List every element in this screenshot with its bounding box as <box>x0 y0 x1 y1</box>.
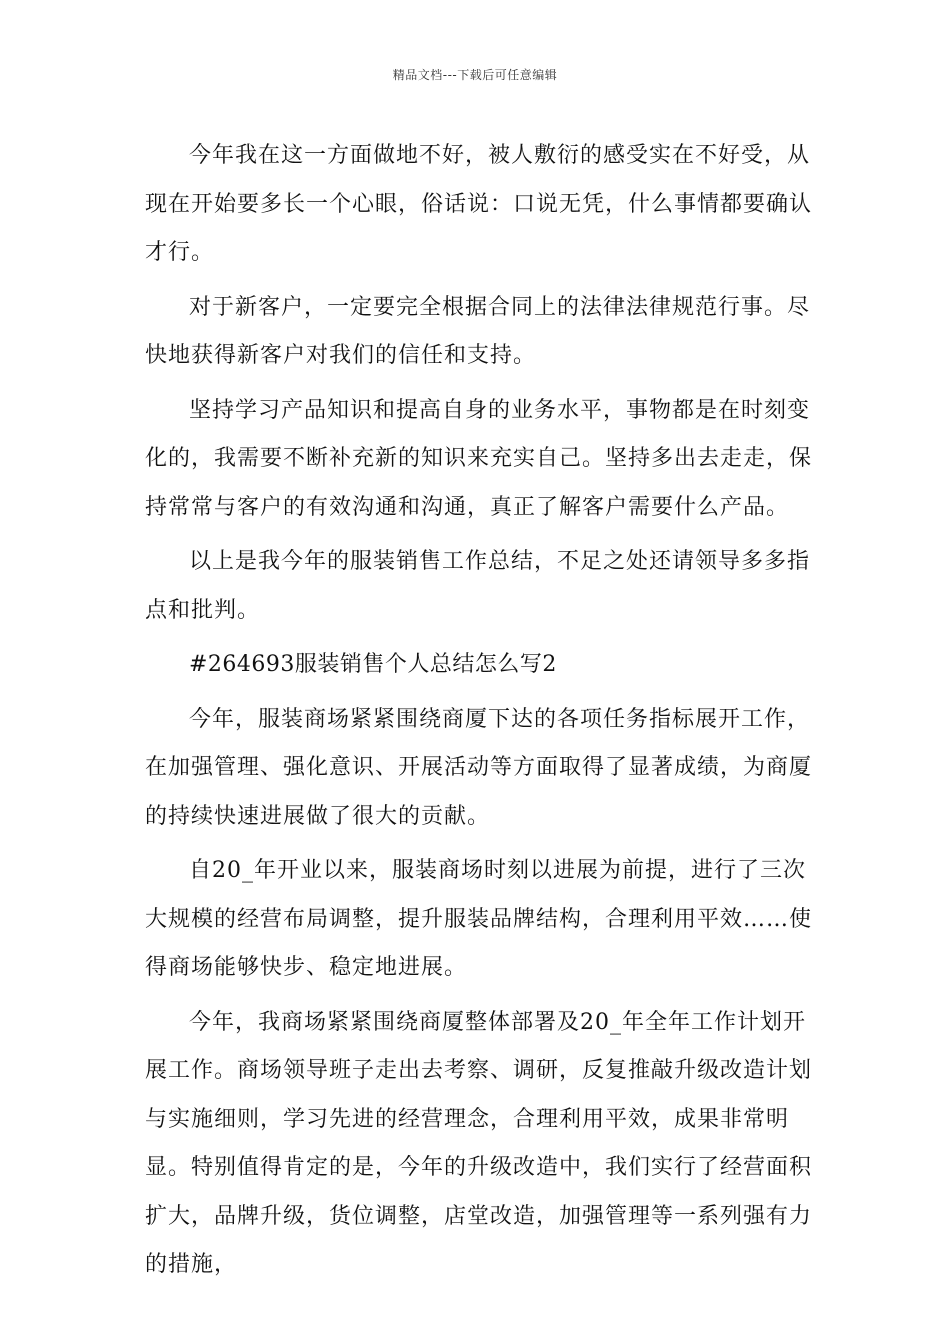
paragraph: 以上是我今年的服装销售工作总结，不足之处还请领导多多指点和批判。 <box>145 549 811 623</box>
section-heading: #264693服装销售个人总结怎么写2 <box>189 652 557 677</box>
paragraph: 今年，服装商场紧紧围绕商厦下达的各项任务指标展开工作，在加强管理、强化意识、开展活动等方面取得了显著成绩，为商厦的持续快速进展做了很大的贡献。 <box>145 706 813 829</box>
paragraph: 今年我在这一方面做地不好，被人敷衍的感受实在不好受，从现在开始要多长一个心眼，俗话说：口说无凭，什么事情都要确认才行。 <box>145 143 813 265</box>
page-header: 精品文档---下载后可任意编辑 <box>392 68 558 82</box>
document-body <box>145 132 825 1296</box>
paragraph: 今年，我商场紧紧围绕商厦整体部署及20_年全年工作计划开展工作。商场领导班子走出去考察、调研，反复推敲升级改造计划与实施细则，学习先进的经营理念，合理利用平效，成果非常明显。特别值得肯定的是，今年的升级改造中，我们实行了经营面积扩大，品牌升级，货位调整，店堂改造，加强管理等一系列强有力的措施， <box>145 1009 813 1277</box>
paragraph: 自20_年开业以来，服装商场时刻以进展为前提，进行了三次大规模的经营布局调整，提升服装品牌结构，合理利用平效……使得商场能够快步、稳定地进展。 <box>145 858 813 980</box>
paragraph: 坚持学习产品知识和提高自身的业务水平，事物都是在时刻变化的，我需要不断补充新的知识来充实自己。坚持多出去走走，保持常常与客户的有效沟通和沟通，真正了解客户需要什么产品。 <box>145 397 813 520</box>
paragraph: 对于新客户，一定要完全根据合同上的法律法律规范行事。尽快地获得新客户对我们的信任和支持。 <box>145 294 811 368</box>
